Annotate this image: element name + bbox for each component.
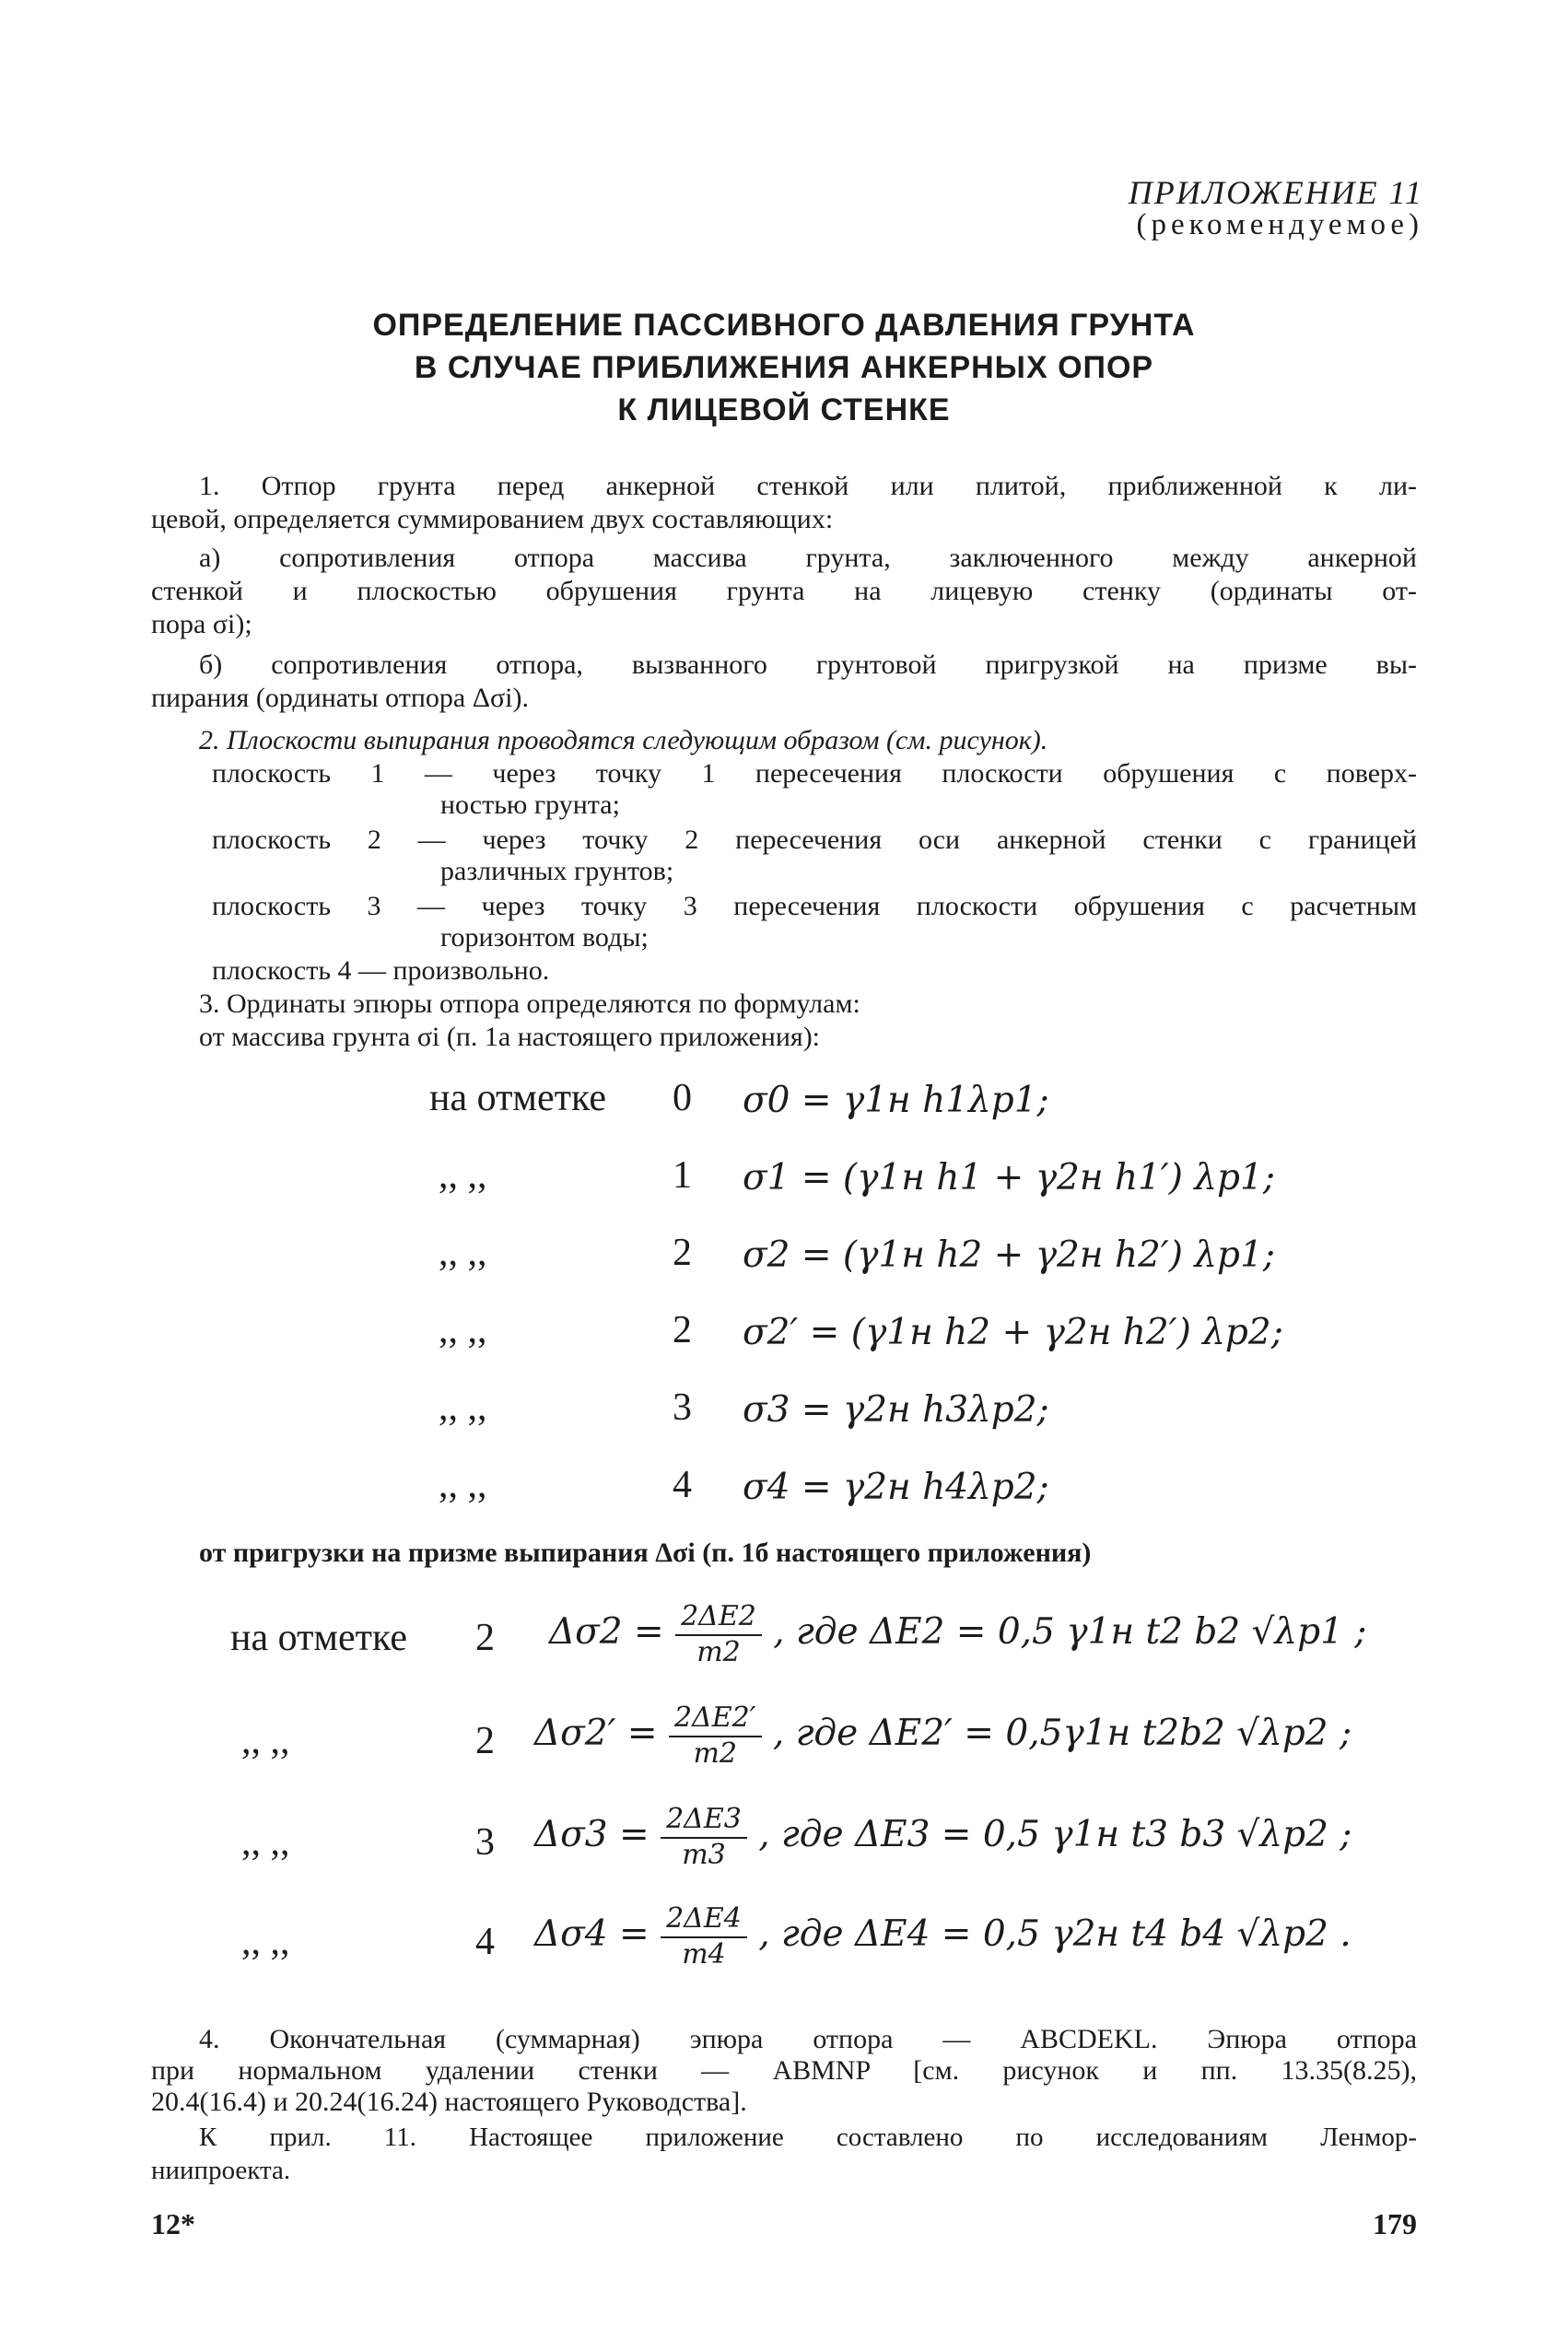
load-formula-row-1-fraction [675,1599,762,1669]
page-title-line-1: ОПРЕДЕЛЕНИЕ ПАССИВНОГО ДАВЛЕНИЯ ГРУНТА [372,308,1196,343]
page-title-line-3: К ЛИЦЕВОЙ СТЕНКЕ [617,392,951,427]
load-formula-row-2-rhs: , где ΔE2′ = 0,5γ1н t2b2 √λp2 ; [772,1713,1352,1754]
load-formula-row-1 [549,1599,1366,1669]
signature-mark: 12* [151,2207,195,2240]
formula-row-4-prefix: ,, ,, [439,1309,487,1351]
paragraph-4-line-2: при нормальном удалении стенки — ABMNP [см. рисунок и пп. 13.35(8.25), [151,2055,1417,2086]
page-number: 179 [1373,2207,1417,2240]
item-a-line-1: а) сопротивления отпора массива грунта, заключенного между анкерной [199,543,1417,573]
item-b-line-2: пирания (ординаты отпора Δσi). [151,683,529,713]
formula-row-6-mark: 4 [673,1464,692,1506]
load-formula-row-3-denominator: m3 [682,1839,726,1871]
load-formula-row-2-numerator: 2ΔE2′ [669,1701,762,1737]
formula-row-6-prefix: ,, ,, [439,1464,487,1506]
formula-row-1-expr: σ0 = γ1н h1λp1; [743,1080,1049,1121]
load-formula-row-3-fraction [661,1802,747,1872]
appendix-label: ПРИЛОЖЕНИЕ 11 [1128,174,1423,211]
page-title-line-2: В СЛУЧАЕ ПРИБЛИЖЕНИЯ АНКЕРНЫХ ОПОР [414,350,1154,385]
formula-row-1-mark: 0 [673,1077,692,1119]
load-formula-row-1-denominator: m2 [696,1636,741,1668]
formula-row-2-expr: σ1 = (γ1н h1 + γ2н h1′) λp1; [743,1157,1275,1199]
load-formula-row-4-fraction [661,1901,747,1971]
from-load-label: от пригрузки на призме выпирания Δσi (п. 1б настоящего приложения) [199,1538,1092,1568]
load-formula-row-2-denominator: m2 [693,1737,737,1770]
load-formula-row-1-numerator: 2ΔE2 [675,1599,762,1636]
paragraph-3: 3. Ординаты эпюры отпора определяются по формулам: [199,988,860,1019]
appendix-status: (рекомендуемое) [1136,208,1423,241]
load-formula-row-4-lhs: Δσ4 = [534,1913,649,1955]
load-formula-row-3 [534,1802,1352,1872]
load-formula-row-3-mark: 3 [475,1821,495,1864]
load-formula-row-4-numerator: 2ΔE4 [661,1901,747,1938]
load-formula-row-4-mark: 4 [475,1921,495,1963]
load-formula-row-2-mark: 2 [475,1720,495,1762]
plane-3-line-2: горизонтом воды; [440,922,649,953]
item-a-line-2: стенкой и плоскостью обрушения грунта на лицевую стенку (ординаты от- [151,576,1417,606]
plane-4: плоскость 4 — произвольно. [212,955,550,986]
paragraph-1-line-2: цевой, определяется суммированием двух составляющих: [151,504,834,534]
formula-row-1-prefix: на отметке [429,1077,606,1119]
load-formula-row-4-prefix: ,, ,, [241,1921,290,1963]
formula-row-6-expr: σ4 = γ2н h4λp2; [743,1467,1049,1508]
note-line-2: ниипроекта. [151,2156,291,2185]
load-formula-row-3-numerator: 2ΔE3 [661,1802,747,1839]
formula-row-3-expr: σ2 = (γ1н h2 + γ2н h2′) λp1; [743,1234,1275,1276]
load-formula-row-4 [534,1901,1352,1971]
load-formula-row-4-denominator: m4 [682,1938,726,1971]
formula-row-3-mark: 2 [673,1232,692,1274]
load-formula-row-1-prefix: на отметке [230,1617,407,1659]
paragraph-4-line-1: 4. Окончательная (суммарная) эпюра отпора — ABCDEKL. Эпюра отпора [199,2024,1417,2054]
load-formula-row-2-prefix: ,, ,, [241,1720,290,1762]
formula-row-2-prefix: ,, ,, [439,1154,487,1197]
paragraph-2: 2. Плоскости выпирания проводятся следующим образом (см. рисунок). [199,725,1048,755]
plane-2-line-1: плоскость 2 — через точку 2 пересечения оси анкерной стенки с границей [212,824,1417,855]
load-formula-row-1-lhs: Δσ2 = [549,1611,664,1653]
load-formula-row-2 [534,1701,1352,1771]
from-mass-label: от массива грунта σi (п. 1а настоящего приложения): [199,1022,821,1052]
plane-1-line-2: ностью грунта; [440,789,620,820]
note-line-1: К прил. 11. Настоящее приложение составлено по исследованиям Ленмор- [199,2123,1417,2152]
paragraph-1-line-1: 1. Отпор грунта перед анкерной стенкой или плитой, приближенной к ли- [199,471,1417,501]
plane-1-line-1: плоскость 1 — через точку 1 пересечения плоскости обрушения с поверх- [212,758,1417,789]
load-formula-row-3-lhs: Δσ3 = [534,1814,649,1855]
formula-row-4-expr: σ2′ = (γ1н h2 + γ2н h2′) λp2; [743,1312,1283,1353]
plane-2-line-2: различных грунтов; [440,856,674,886]
formula-row-5-prefix: ,, ,, [439,1386,487,1429]
item-b-line-1: б) сопротивления отпора, вызванного грунтовой пригрузкой на призме вы- [199,649,1417,680]
formula-row-2-mark: 1 [673,1154,692,1197]
formula-row-3-prefix: ,, ,, [439,1232,487,1274]
load-formula-row-2-lhs: Δσ2′ = [534,1713,658,1754]
formula-row-5-mark: 3 [673,1386,692,1429]
formula-row-5-expr: σ3 = γ2н h3λp2; [743,1389,1049,1431]
load-formula-row-1-mark: 2 [475,1617,495,1659]
formula-row-4-mark: 2 [673,1309,692,1351]
load-formula-row-1-rhs: , где ΔE2 = 0,5 γ1н t2 b2 √λp1 ; [773,1611,1367,1653]
item-a-line-3: пора σi); [151,609,252,639]
load-formula-row-3-prefix: ,, ,, [241,1821,290,1864]
load-formula-row-2-fraction [669,1701,762,1771]
load-formula-row-4-rhs: , где ΔE4 = 0,5 γ2н t4 b4 √λp2 . [758,1913,1352,1955]
plane-3-line-1: плоскость 3 — через точку 3 пересечения плоскости обрушения с расчетным [212,891,1417,921]
load-formula-row-3-rhs: , где ΔE3 = 0,5 γ1н t3 b3 √λp2 ; [758,1814,1352,1855]
paragraph-4-line-3: 20.4(16.4) и 20.24(16.24) настоящего Руководства]. [151,2087,747,2117]
